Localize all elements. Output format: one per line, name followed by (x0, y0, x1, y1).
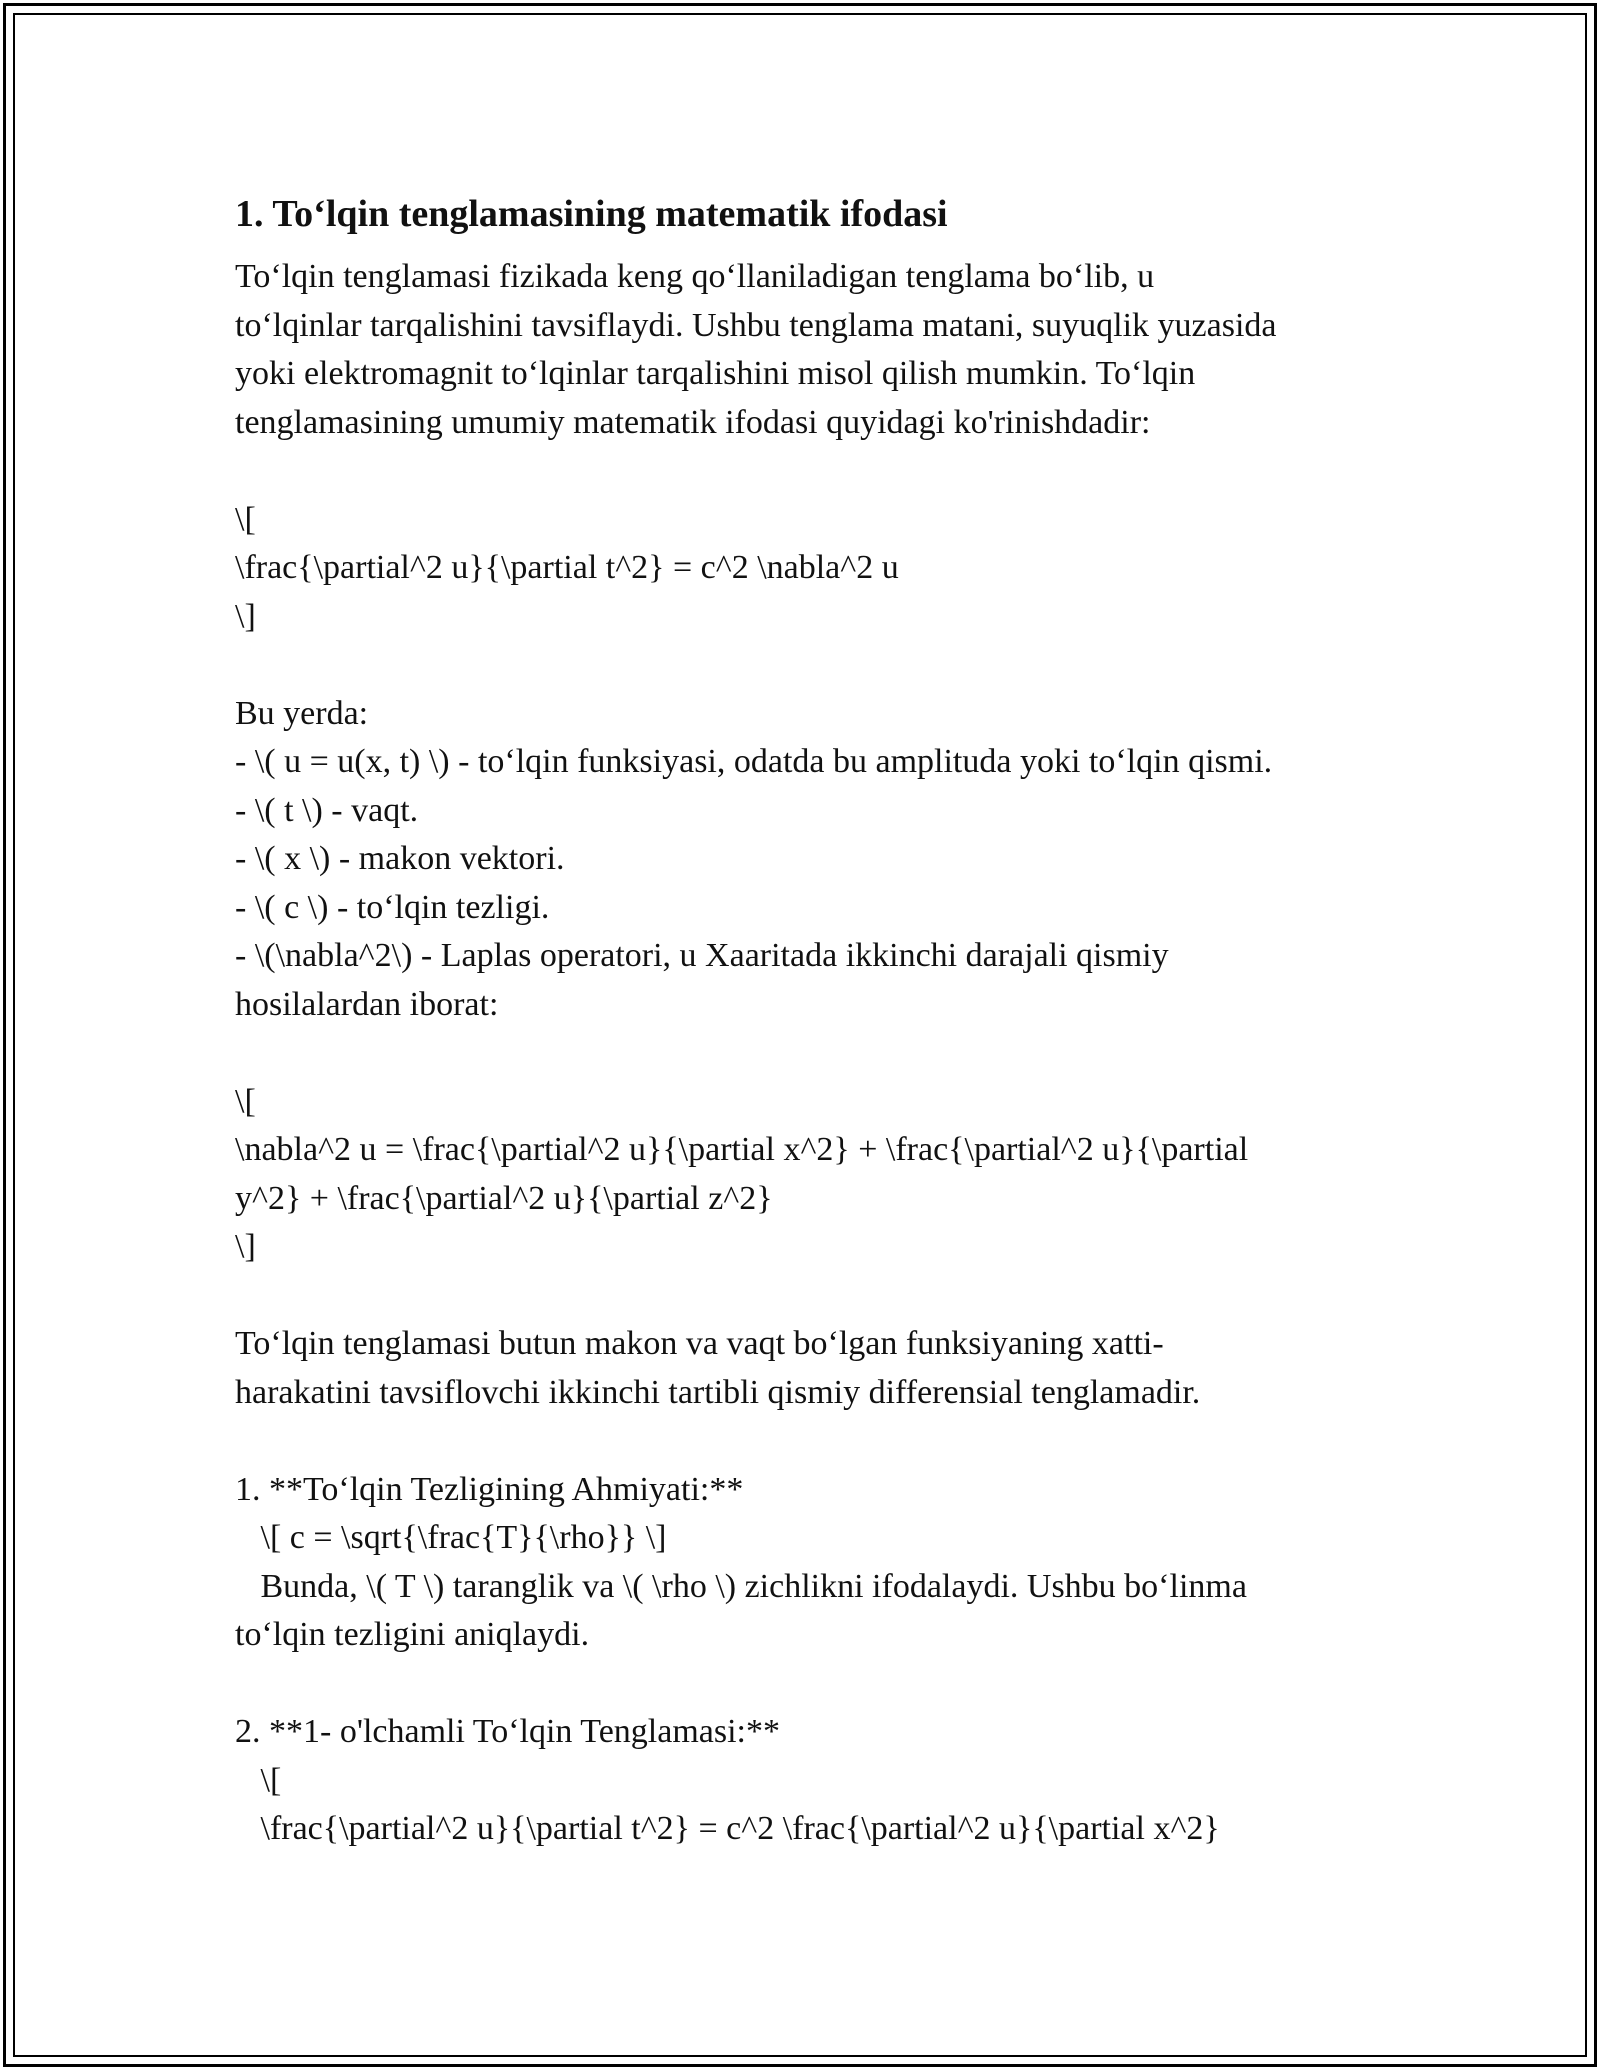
blank-line (235, 447, 1375, 496)
text-line: \nabla^2 u = \frac{\partial^2 u}{\partial x^2} + \frac{\partial^2 u}{\partial (235, 1131, 1249, 1168)
blank-line (235, 1272, 1375, 1321)
text-line: \[ (235, 1761, 282, 1799)
blank-line (235, 1417, 1375, 1466)
text-line: hosilalardan iborat: (235, 985, 499, 1023)
blank-line (235, 1029, 1375, 1078)
text-line: to‘lqinlar tarqalishini tavsiflaydi. Ushbu tenglama matani, suyuqlik yuzasida (235, 306, 1277, 344)
text-line: tenglamasining umumiy matematik ifodasi quyidagi ko'rinishdadir: (235, 403, 1151, 441)
text-line: y^2} + \frac{\partial^2 u}{\partial z^2} (235, 1179, 773, 1217)
text-line: To‘lqin tenglamasi fizikada keng qo‘llaniladigan tenglama bo‘lib, u (235, 258, 1155, 295)
text-line: - \( t \) - vaqt. (235, 791, 419, 829)
text-line: To‘lqin tenglamasi butun makon va vaqt bo‘lgan funksiyaning xatti- (235, 1325, 1164, 1362)
text-line: \frac{\partial^2 u}{\partial t^2} = c^2 \frac{\partial^2 u}{\partial x^2} (235, 1810, 1220, 1847)
text-line: \[ c = \sqrt{\frac{T}{\rho}} \] (235, 1519, 667, 1556)
text-line: - \( c \) - to‘lqin tezligi. (235, 888, 550, 926)
text-line: \frac{\partial^2 u}{\partial t^2} = c^2 \nabla^2 u (235, 549, 899, 586)
blank-line (235, 1660, 1375, 1709)
text-line: - \( u = u(x, t) \) - to‘lqin funksiyasi, odatda bu amplituda yoki to‘lqin qismi. (235, 743, 1273, 780)
document-body (235, 185, 1375, 1854)
text-line: 1. **To‘lqin Tezligining Ahmiyati:** (235, 1470, 744, 1508)
section-heading: 1. To‘lqin tenglamasining matematik ifodasi (235, 193, 948, 235)
text-line: - \(\nabla^2\) - Laplas operatori, u Xaaritada ikkinchi darajali qismiy (235, 937, 1169, 974)
blank-line (235, 641, 1375, 690)
text-line: \[ (235, 500, 256, 538)
text-line: Bu yerda: (235, 694, 369, 732)
text-line: \] (235, 1228, 256, 1265)
text-line: yoki elektromagnit to‘lqinlar tarqalishini misol qilish mumkin. To‘lqin (235, 355, 1196, 392)
text-line: \[ (235, 1082, 256, 1120)
text-line: Bunda, \( T \) taranglik va \( \rho \) zichlikni ifodalaydi. Ushbu bo‘linma (235, 1567, 1247, 1605)
text-line: harakatini tavsiflovchi ikkinchi tartibli qismiy differensial tenglamadir. (235, 1373, 1201, 1411)
text-line: to‘lqin tezligini aniqlaydi. (235, 1616, 590, 1653)
text-line: \] (235, 597, 256, 635)
text-line: 2. **1- o'lchamli To‘lqin Tenglamasi:** (235, 1713, 780, 1750)
text-line: - \( x \) - makon vektori. (235, 840, 565, 877)
document-text (235, 253, 1375, 1854)
